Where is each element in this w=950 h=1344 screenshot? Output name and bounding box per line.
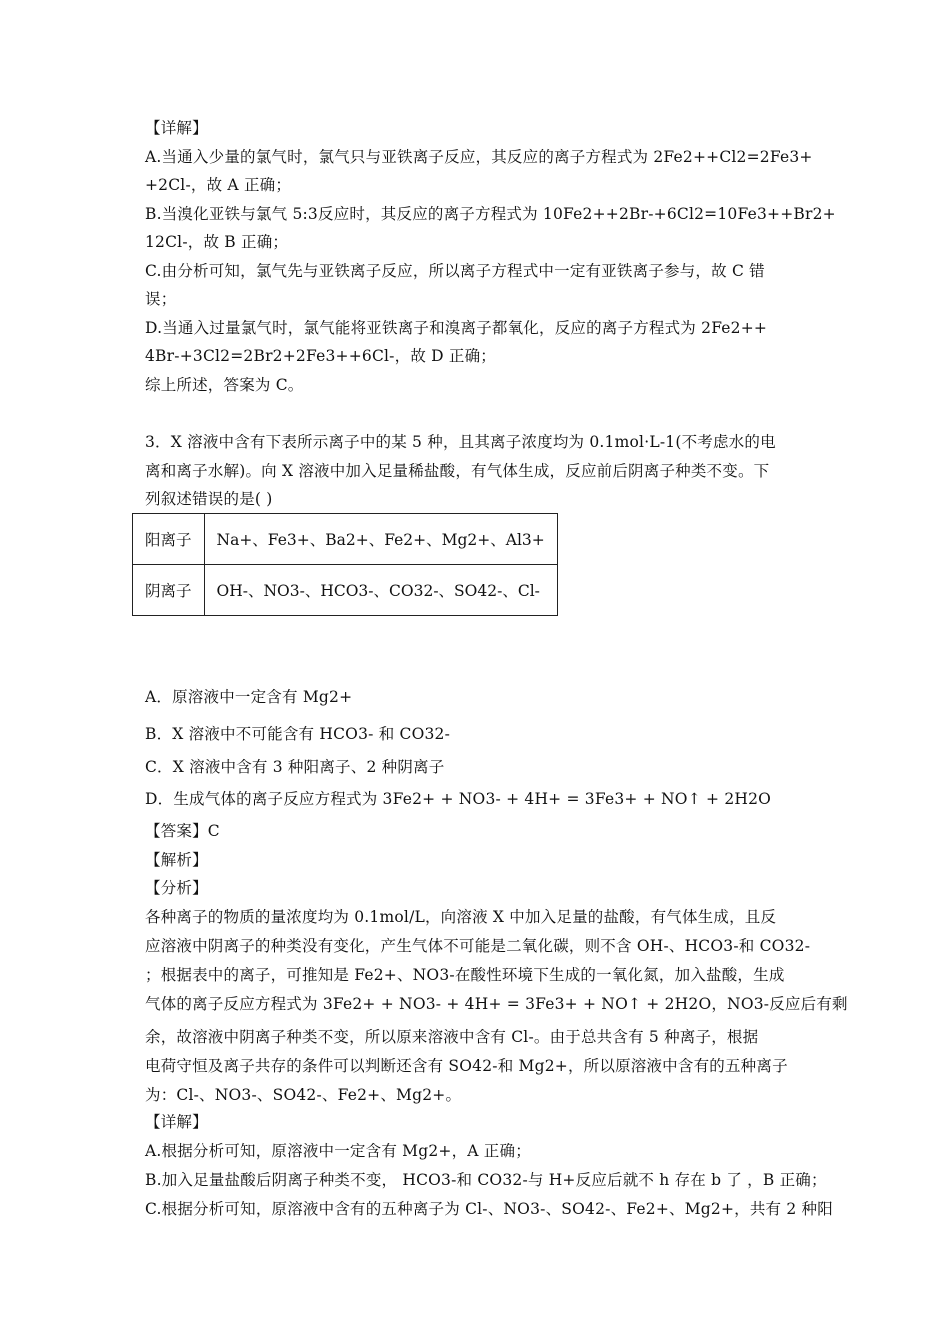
text-line: 12Cl-，故 B 正确； [145,233,289,251]
text-line: 电荷守恒及离子共存的条件可以判断还含有 SO42-和 Mg2+，所以原溶液中含有的五种离子 [145,1057,788,1075]
text-line: B.当溴化亚铁与氯气 5:3反应时，其反应的离子方程式为 10Fe2++2Br-+6Cl2=10Fe3++Br2+ [145,205,836,223]
question-stem: 离和离子水解)。向 X 溶液中加入足量稀盐酸，有气体生成，反应前后阴离子种类不变。下 [145,462,770,480]
table-row [133,514,558,565]
question-stem: 列叙述错误的是( ) [145,490,273,508]
table-row [133,565,558,616]
detail-heading: 【详解】 [145,1113,208,1131]
anion-list: OH-、NO3-、HCO3-、CO32-、SO42-、Cl- [204,565,557,616]
cation-list: Na+、Fe3+、Ba2+、Fe2+、Mg2+、Al3+ [204,514,557,565]
text-line: 应溶液中阴离子的种类没有变化，产生气体不可能是二氧化碳，则不含 OH-、HCO3-和 CO32- [145,937,811,955]
text-line: C.由分析可知，氯气先与亚铁离子反应，所以离子方程式中一定有亚铁离子参与，故 C 错 [145,262,765,280]
text-line: +2Cl-，故 A 正确； [145,176,292,194]
answer-line: 【答案】C [145,822,220,840]
text-line: 4Br-+3Cl2=2Br2+2Fe3++6Cl-，故 D 正确； [145,347,496,365]
ion-table [132,513,558,616]
anion-label: 阴离子 [133,565,205,616]
text-line: 为：Cl-、NO3-、SO42-、Fe2+、Mg2+。 [145,1086,462,1104]
cation-label: 阳离子 [133,514,205,565]
option-c: C．X 溶液中含有 3 种阳离子、2 种阴离子 [145,758,445,776]
fenxi-heading: 【分析】 [145,879,208,897]
text-line: B.加入足量盐酸后阴离子种类不变， HCO3-和 CO32-与 H+反应后就不 h 存在 b 了 ，B 正确； [145,1171,827,1189]
analysis-heading: 【解析】 [145,851,208,869]
section-heading-detail: 【详解】 [145,119,208,137]
text-line: 综上所述，答案为 C。 [145,376,304,394]
text-line: A.根据分析可知，原溶液中一定含有 Mg2+，A 正确； [145,1142,531,1160]
question-stem: 3．X 溶液中含有下表所示离子中的某 5 种，且其离子浓度均为 0.1mol·L-1(不考虑水的电 [145,433,776,451]
text-line: D.当通入过量氯气时，氯气能将亚铁离子和溴离子都氧化，反应的离子方程式为 2Fe2++ [145,319,768,337]
text-line: A.当通入少量的氯气时，氯气只与亚铁离子反应，其反应的离子方程式为 2Fe2++Cl2=2Fe3+ [145,148,813,166]
text-line: 各种离子的物质的量浓度均为 0.1mol/L，向溶液 X 中加入足量的盐酸，有气体生成，且反 [145,908,777,926]
text-line: 误； [145,290,177,308]
option-d: D．生成气体的离子反应方程式为 3Fe2+ + NO3- + 4H+ = 3Fe3+ + NO↑ + 2H2O [145,790,772,808]
text-line: C.根据分析可知，原溶液中含有的五种离子为 Cl-、NO3-、SO42-、Fe2+、Mg2+，共有 2 种阳 [145,1200,833,1218]
option-a: A．原溶液中一定含有 Mg2+ [145,688,353,706]
option-b: B．X 溶液中不可能含有 HCO3- 和 CO32- [145,725,451,743]
text-line: 余，故溶液中阴离子种类不变，所以原来溶液中含有 Cl-。由于总共含有 5 种离子，根据 [145,1028,759,1046]
text-line: ；根据表中的离子，可推知是 Fe2+、NO3-在酸性环境下生成的一氧化氮，加入盐酸，生成 [145,966,785,984]
text-line: 气体的离子反应方程式为 3Fe2+ + NO3- + 4H+ = 3Fe3+ + NO↑ + 2H2O，NO3-反应后有剩 [145,995,848,1013]
